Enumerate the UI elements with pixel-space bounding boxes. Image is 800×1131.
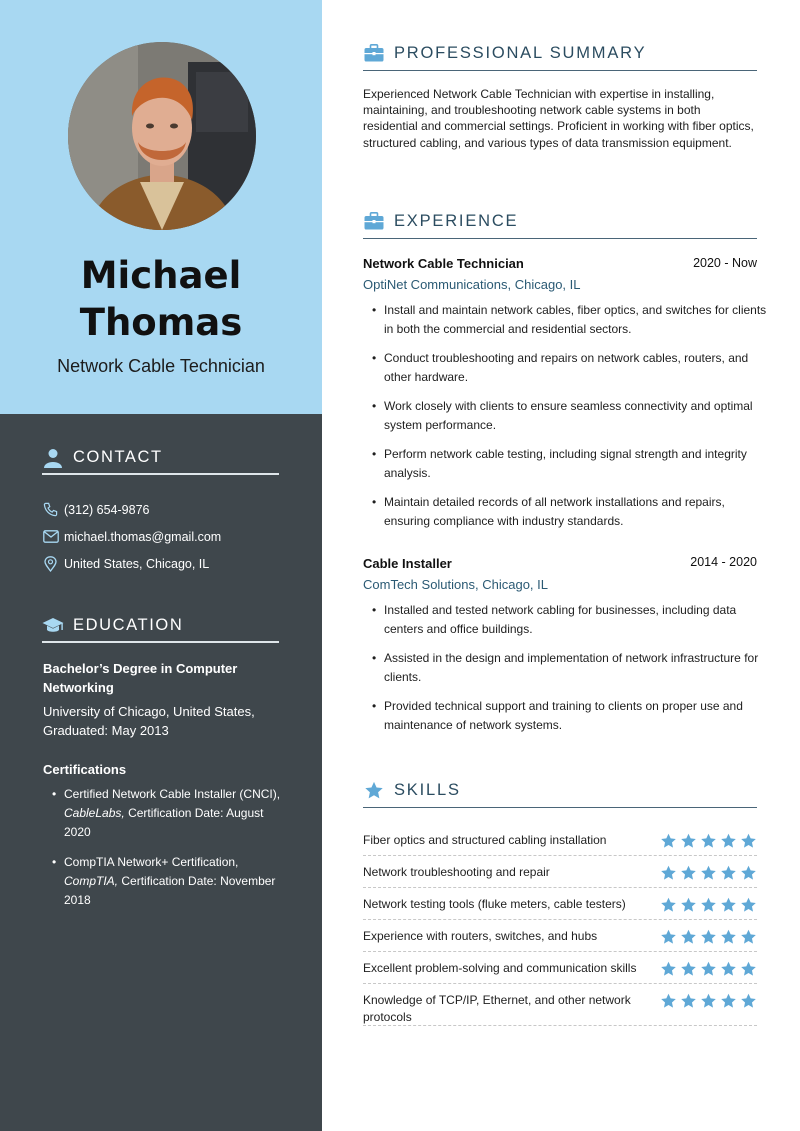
filled-star-icon [720, 993, 737, 1009]
cert-date: Certification Date: August 2020 [64, 806, 264, 839]
skill-row [363, 888, 757, 920]
cert-issuer: CompTIA, [64, 874, 119, 888]
job-bullet: • Perform network cable testing, including signal strength and integrity analysis. [363, 445, 773, 483]
job-bullet: • Maintain detailed records of all network installations and repairs, ensuring compliance with industry standards. [363, 493, 773, 531]
briefcase-icon [363, 43, 385, 63]
job-company: ComTech Solutions, Chicago, IL [363, 577, 548, 592]
candidate-name [0, 252, 322, 346]
contact-heading-label: CONTACT [73, 448, 163, 466]
filled-star-icon [660, 897, 677, 913]
skill-rating [660, 928, 757, 945]
experience-heading [363, 211, 757, 239]
person-icon [42, 447, 64, 469]
filled-star-icon [700, 929, 717, 945]
filled-star-icon [720, 865, 737, 881]
filled-star-icon [680, 865, 697, 881]
job-bullet: • Provided technical support and training to clients on proper use and maintenance of network systems. [363, 697, 773, 735]
filled-star-icon [740, 833, 757, 849]
job-bullet: • Work closely with clients to ensure seamless connectivity and optimal system performance. [363, 397, 773, 435]
job-dates: 2014 - 2020 [690, 555, 757, 569]
skill-label: Knowledge of TCP/IP, Ethernet, and other network protocols [363, 993, 631, 1024]
phone-icon [42, 501, 59, 518]
filled-star-icon [660, 993, 677, 1009]
cert-issuer: CableLabs, [64, 806, 125, 820]
certifications-title: Certifications [43, 762, 127, 777]
filled-star-icon [740, 993, 757, 1009]
skill-rating [660, 864, 757, 881]
name-line-first: Michael [80, 254, 242, 297]
location-text: United States, Chicago, IL [64, 556, 210, 571]
filled-star-icon [740, 897, 757, 913]
filled-star-icon [680, 961, 697, 977]
filled-star-icon [660, 961, 677, 977]
skill-rating [660, 896, 757, 913]
skill-label: Network troubleshooting and repair [363, 865, 550, 879]
filled-star-icon [740, 961, 757, 977]
filled-star-icon [700, 897, 717, 913]
skill-label: Excellent problem-solving and communication skills [363, 961, 637, 975]
filled-star-icon [660, 929, 677, 945]
job-bullet: • Conduct troubleshooting and repairs on network cables, routers, and other hardware. [363, 349, 773, 387]
degree-name: Bachelor’s Degree in Computer Networking [43, 661, 238, 695]
contact-location [42, 555, 209, 572]
skill-row [363, 984, 757, 1026]
cert-name: Certified Network Cable Installer (CNCI), [64, 787, 281, 801]
education-heading-label: EDUCATION [73, 616, 184, 634]
name-line-last: Thomas [79, 301, 243, 344]
briefcase-icon [363, 211, 385, 231]
filled-star-icon [680, 897, 697, 913]
skill-row [363, 856, 757, 888]
filled-star-icon [680, 833, 697, 849]
candidate-title: Network Cable Technician [57, 356, 265, 376]
star-icon [363, 780, 385, 800]
cert-date: Certification Date: November 2018 [64, 874, 276, 907]
skill-row [363, 952, 757, 984]
certification-item [43, 785, 293, 842]
skill-label: Network testing tools (fluke meters, cable testers) [363, 897, 626, 911]
summary-text: Experienced Network Cable Technician with expertise in installing, maintaining, and troubleshooting network cable systems in both residential and commercial settings. Proficient in working with fiber optics, structured cabling, and various types of data transmission equipment. [363, 87, 754, 150]
contact-heading [42, 447, 279, 475]
filled-star-icon [680, 993, 697, 1009]
summary-heading-label: PROFESSIONAL SUMMARY [394, 44, 647, 62]
job-title: Network Cable Technician [363, 256, 524, 271]
skills-heading-label: SKILLS [394, 781, 461, 799]
skills-heading [363, 780, 757, 808]
skill-rating [660, 960, 757, 977]
graduation-cap-icon [42, 615, 64, 637]
job-bullet: • Installed and tested network cabling for businesses, including data centers and office buildings. [363, 601, 773, 639]
filled-star-icon [700, 961, 717, 977]
skill-rating [660, 832, 757, 849]
filled-star-icon [660, 833, 677, 849]
filled-star-icon [720, 833, 737, 849]
filled-star-icon [720, 929, 737, 945]
location-pin-icon [42, 555, 59, 572]
cert-name: CompTIA Network+ Certification, [64, 855, 239, 869]
phone-text: (312) 654-9876 [64, 502, 150, 517]
email-text: michael.thomas@gmail.com [64, 529, 222, 544]
job-bullets [363, 301, 773, 541]
education-heading [42, 615, 279, 643]
job-bullet: • Install and maintain network cables, fiber optics, and switches for clients in both the commercial and residential sectors. [363, 301, 773, 339]
filled-star-icon [740, 865, 757, 881]
skill-row [363, 920, 757, 952]
filled-star-icon [720, 961, 737, 977]
skills-list [363, 824, 757, 1026]
certification-item [43, 853, 293, 910]
filled-star-icon [740, 929, 757, 945]
filled-star-icon [700, 993, 717, 1009]
filled-star-icon [700, 833, 717, 849]
skill-label: Fiber optics and structured cabling installation [363, 833, 607, 847]
job-bullet: • Assisted in the design and implementation of network infrastructure for clients. [363, 649, 773, 687]
profile-photo [68, 42, 256, 230]
summary-heading [363, 43, 757, 71]
certifications-list [43, 785, 293, 921]
job-company: OptiNet Communications, Chicago, IL [363, 277, 581, 292]
mail-icon [42, 528, 59, 545]
skill-rating [660, 992, 757, 1009]
filled-star-icon [660, 865, 677, 881]
contact-phone[interactable] [42, 501, 149, 518]
skill-label: Experience with routers, switches, and hubs [363, 929, 598, 943]
job-title: Cable Installer [363, 556, 452, 571]
filled-star-icon [700, 865, 717, 881]
experience-heading-label: EXPERIENCE [394, 212, 519, 230]
filled-star-icon [680, 929, 697, 945]
skill-row [363, 824, 757, 856]
job-bullets [363, 601, 773, 745]
contact-email[interactable] [42, 528, 221, 545]
filled-star-icon [720, 897, 737, 913]
job-dates: 2020 - Now [693, 256, 757, 270]
school-info: University of Chicago, United States, Graduated: May 2013 [43, 704, 255, 738]
